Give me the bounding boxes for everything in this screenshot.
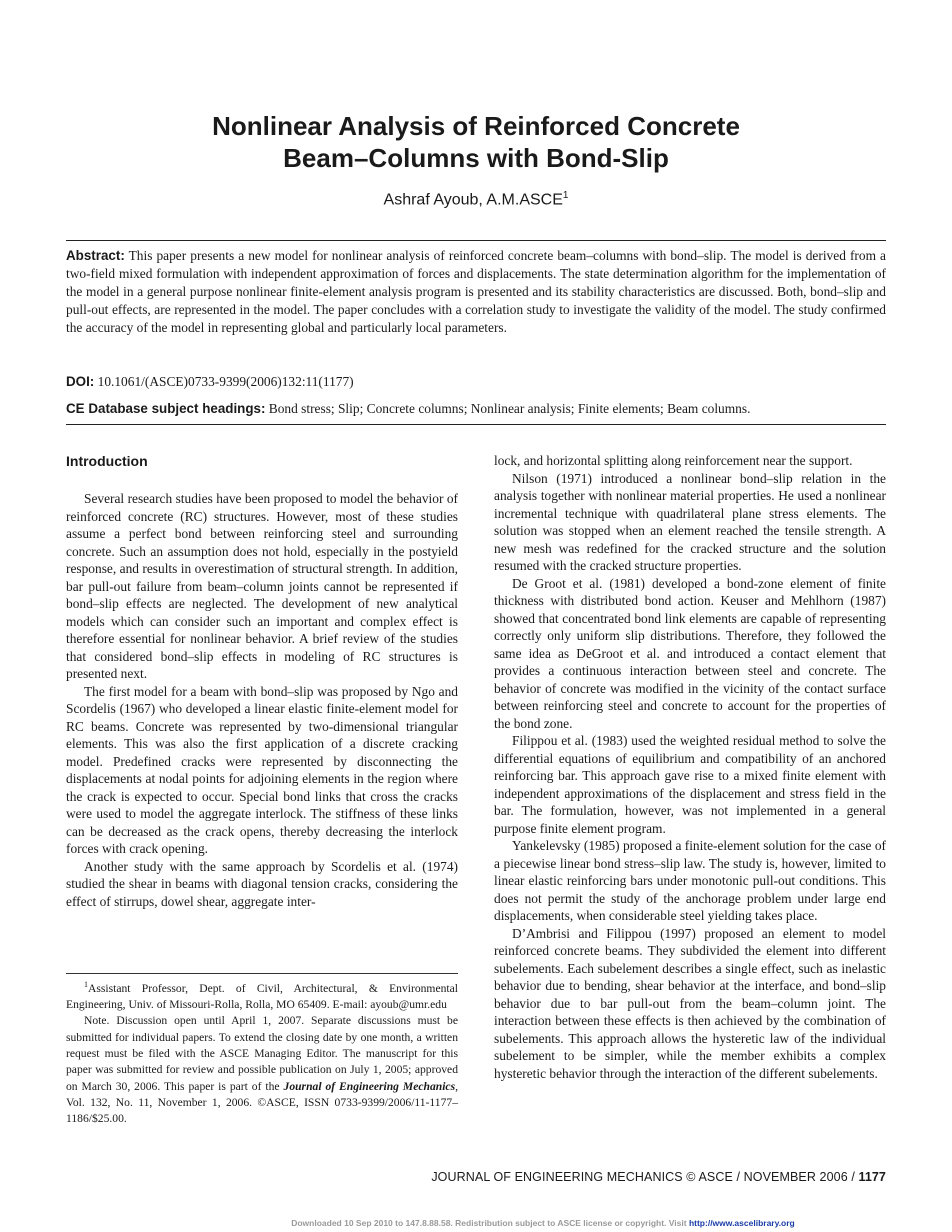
- abstract-label: Abstract:: [66, 248, 125, 263]
- section-heading-introduction: Introduction: [66, 453, 148, 469]
- footnote-author-affiliation: [66, 977, 458, 1013]
- footnote-note-text: Note. Discussion open until April 1, 2007. Separate discussions must be submitted for individual papers. To extend the closing date by one month, a written request must be filed with the ASCE Managing Editor. The manuscript for this paper was submitted for review and possible publication on July 1, 2005; approved on March 30, 2006. This paper is part of the: [66, 1014, 458, 1093]
- body-paragraph: The first model for a beam with bond–slip was proposed by Ngo and Scordelis (1967) who developed a linear elastic finite-element model for RC beams. Concrete was represented by two-dimensional triangular elements. This was also the first application of a discrete cracking model. Predefined cracks were represented by disconnecting the displacements at nodal points for adjoining elements in the region where the crack is expected to occur. Special bond links that cross the cracks were used to model the aggregate interlock. The stiffness of these links can be decreased as the crack opens, thereby decreasing the interlock forces with crack opening.: [66, 683, 458, 856]
- right-column-body: [494, 452, 886, 1082]
- body-paragraph: Several research studies have been proposed to model the behavior of reinforced concrete (RC) structures. However, most of these studies assume a perfect bond between reinforcing steel and surrounding concrete. Such an assumption does not hold, especially in the postyield response, and results in overestimation of structural strength. In addition, bar pull-out failure from beam–column joints cannot be represented if bond–slip effects are neglected. The development of new analytical models which can consider such an important and complex effect is therefore essential for nonlinear behavior. A brief review of the studies that considered bond–slip effects in modeling of RC structures is presented next.: [66, 491, 458, 681]
- author-footnote-marker: 1: [562, 190, 569, 201]
- subject-headings-label: CE Database subject headings:: [66, 401, 266, 416]
- abstract-top-rule: [66, 240, 886, 241]
- body-paragraph: Nilson (1971) introduced a nonlinear bond–slip relation in the analysis together with nonlinear material properties. He used a nonlinear incremental technique with quadrilateral plane stress elements. The solution was stopped when an element reached the tensile strength. A new mesh was redefined for the cracked structure and the solution resumed with the cracked structure properties.: [494, 470, 886, 573]
- download-notice-text: Downloaded 10 Sep 2010 to 147.8.88.58. Redistribution subject to ASCE license or copyright. Visit: [291, 1218, 689, 1228]
- body-paragraph: Yankelevsky (1985) proposed a finite-element solution for the case of a piecewise linear bond stress–slip law. The study is, however, limited to linear elastic reinforcing bars under monotonic pull-out conditions. This does not permit the study of the anchorage problem under large end displacements, when considerable steel yielding takes place.: [494, 838, 886, 923]
- body-paragraph: De Groot et al. (1981) developed a bond-zone element of finite thickness with distributed bond action. Keuser and Mehlhorn (1987) showed that concentrated bond link elements are capable of representing correctly only uniform slip distributions. Therefore, they followed the same idea as DeGroot et al. and introduced a contact element that provides a continuous interaction between steel and concrete. The behavior of concrete was modified in the vicinity of the contact surface between reinforcing steel and concrete to account for the properties of the bond zone.: [494, 575, 886, 731]
- footnotes: [66, 977, 458, 1128]
- ascelibrary-link[interactable]: http://www.ascelibrary.org: [688, 1218, 795, 1228]
- left-column-body: [66, 490, 458, 910]
- footnote-rule: [66, 973, 458, 974]
- paper-title-line1: Nonlinear Analysis of Reinforced Concrete: [212, 111, 740, 141]
- abstract-text: This paper presents a new model for nonlinear analysis of reinforced concrete beam–columns with bond–slip. The model is derived from a two-field mixed formulation with independent approximation of forces and displacements. The state determination algorithm for the implementation of the model in a general purpose nonlinear finite-element analysis program is presented and its stability characteristics are discussed. Both, bond–slip and pull-out effects, are represented in the model. The paper concludes with a correlation study to investigate the validity of the model. The study confirmed the accuracy of the model in representing global and particularly local parameters.: [66, 248, 886, 336]
- body-paragraph: D’Ambrisi and Filippou (1997) proposed an element to model reinforced concrete beams. They subdivided the element into different subelements. Each subelement describes a single effect, such as inelastic behavior due to bending, shear behavior at the interface, and bond–slip behavior due to bar pull-out from the beam–column joint. The interaction between these effects is then achieved by the combination of subelements. This approach allows the hysteretic law of the individual subelement to be simpler, while the member exhibits a complex hysteretic behavior through the interaction of the different subelements.: [494, 925, 886, 1081]
- running-footer: [431, 1170, 886, 1184]
- footer-journal-text: JOURNAL OF ENGINEERING MECHANICS © ASCE / NOVEMBER 2006 /: [431, 1170, 859, 1184]
- doi-line: [66, 373, 886, 391]
- abstract-bottom-rule: [66, 424, 886, 425]
- paper-title-line2: Beam–Columns with Bond-Slip: [283, 143, 669, 173]
- footnote-journal-name: Journal of Engineering Mechanics: [283, 1079, 456, 1093]
- subject-headings-line: [66, 400, 886, 418]
- body-paragraph: lock, and horizontal splitting along reinforcement near the support.: [494, 453, 853, 468]
- subject-headings-value: Bond stress; Slip; Concrete columns; Nonlinear analysis; Finite elements; Beam columns.: [268, 401, 751, 416]
- body-paragraph: Filippou et al. (1983) used the weighted residual method to solve the differential equations of equilibrium and compatibility of an anchored reinforcing bar. This approach gave rise to a mixed finite element with independent approximations of the displacement and stress field in the bar. The formulation, however, was not implemented in a general purpose finite element program.: [494, 733, 886, 836]
- footnote-note-tail: , Vol. 132, No. 11, November 1, 2006. ©ASCE, ISSN 0733-9399/2006/11-1177–1186/$25.00.: [66, 1079, 458, 1126]
- footnote-marker: 1: [84, 980, 88, 989]
- footnote-affiliation-text: Assistant Professor, Dept. of Civil, Architectural, & Environmental Engineering, Univ. of Missouri-Rolla, Rolla, MO 65409. E-mail: ayoub@umr.edu: [66, 981, 458, 1012]
- download-notice: [0, 1218, 952, 1228]
- doi-value: 10.1061/(ASCE)0733-9399(2006)132:11(1177): [97, 374, 354, 389]
- author-line: [0, 190, 952, 209]
- footnote-discussion-note: [66, 1013, 458, 1127]
- abstract: [66, 247, 886, 337]
- body-paragraph: Another study with the same approach by Scordelis et al. (1974) studied the shear in beams with diagonal tension cracks, considering the effect of stirrups, dowel shear, aggregate inter-: [66, 858, 458, 909]
- author-name: Ashraf Ayoub, A.M.ASCE: [383, 191, 563, 209]
- footer-page-number: 1177: [858, 1170, 886, 1184]
- doi-label: DOI:: [66, 374, 95, 389]
